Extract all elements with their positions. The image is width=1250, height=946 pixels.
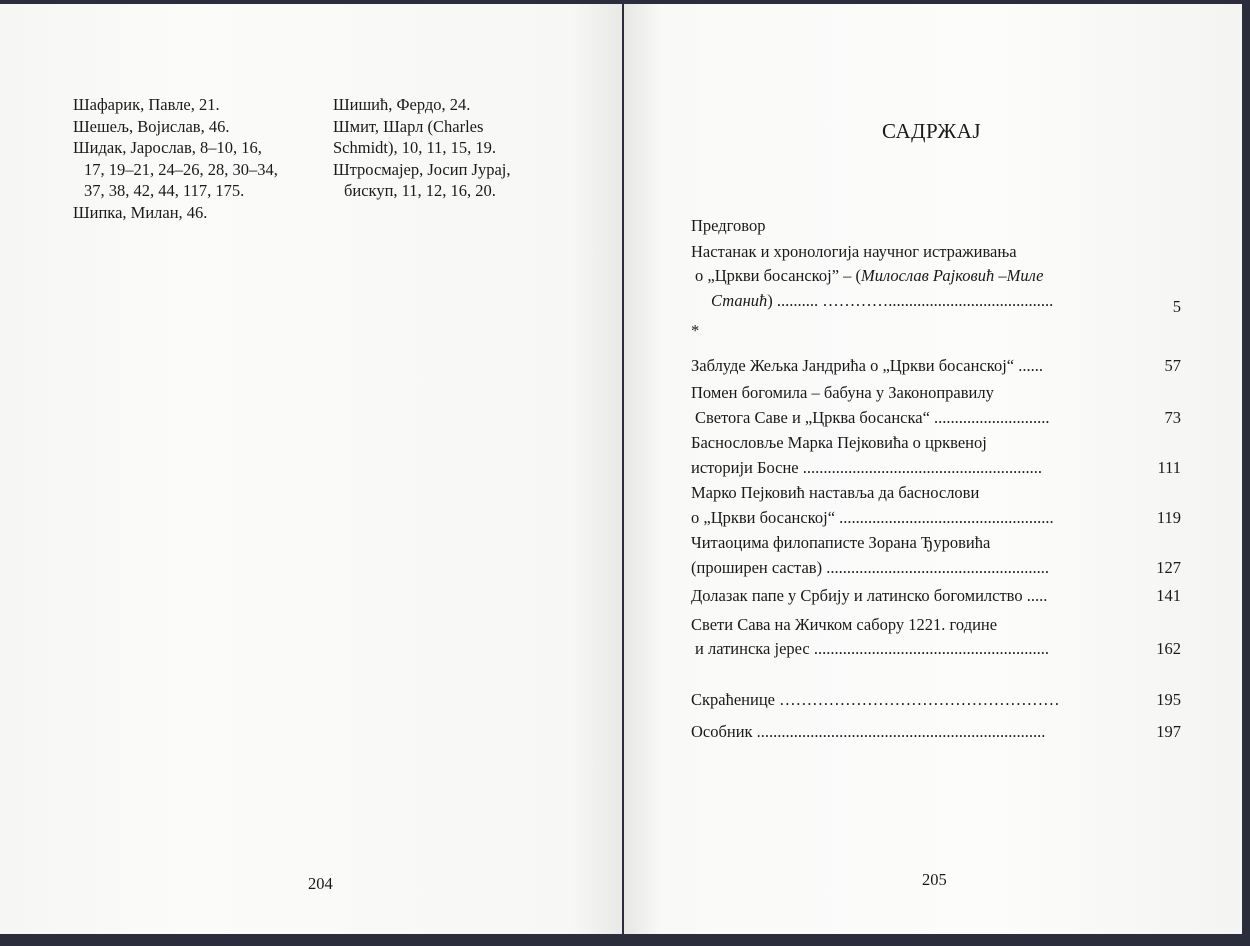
toc-entry-title: Особник ...................................................................... bbox=[691, 722, 1046, 741]
toc-entry bbox=[691, 584, 1181, 609]
toc-page-number: 5 bbox=[1172, 296, 1181, 316]
toc-page-number: 127 bbox=[1156, 557, 1181, 577]
right-page bbox=[624, 4, 1242, 934]
toc-entry-title: Долазак папе у Србију и латинско богомилство ..... bbox=[691, 586, 1048, 605]
index-entry: Шмит, Шарл (Charles bbox=[333, 116, 484, 136]
toc-leader: ) .......... …………........................................ bbox=[767, 290, 1054, 310]
toc-entry-title: Помен богомила – бабуна у Законоправилу bbox=[691, 383, 994, 402]
index-entry-continuation: Schmidt), 10, 11, 15, 19. bbox=[333, 138, 497, 158]
index-entry: Шипка, Милан, 46. bbox=[73, 202, 208, 222]
left-page bbox=[0, 4, 622, 934]
toc-entry-title: Читаоцима филопаписте Зорана Ђуровића bbox=[691, 533, 991, 552]
index-entry-continuation: 17, 19–21, 24–26, 28, 30–34, bbox=[84, 159, 278, 179]
toc-entry bbox=[691, 688, 1181, 713]
index-entry: Штросмајер, Јосип Јурај, bbox=[333, 159, 511, 179]
index-column-1 bbox=[73, 94, 278, 224]
toc-separator bbox=[691, 319, 1181, 344]
index-entry: Шешељ, Војислав, 46. bbox=[73, 116, 230, 136]
index-column-2 bbox=[333, 94, 511, 202]
toc-entry-line bbox=[691, 289, 1181, 314]
toc-author: Станић bbox=[711, 290, 768, 310]
toc-entry-title: Настанак и хронологија научног истраживања bbox=[691, 241, 1017, 261]
contents-title: САДРЖАЈ bbox=[882, 119, 982, 143]
toc-entry-preface bbox=[691, 214, 1181, 239]
toc-page-number: 57 bbox=[1164, 355, 1181, 375]
toc-entry-title: Баснословље Марка Пејковића о црквеној bbox=[691, 433, 987, 452]
index-entry: Шафарик, Павле, 21. bbox=[73, 95, 220, 114]
toc-page-number: 73 bbox=[1164, 407, 1181, 427]
toc-page-number: 162 bbox=[1156, 639, 1181, 658]
toc-entry bbox=[691, 720, 1181, 745]
page-number-right: 205 bbox=[922, 870, 947, 889]
toc-entry-title: Заблуде Жељка Јандрића о „Цркви босанској“ ...... bbox=[691, 355, 1043, 375]
toc-entry bbox=[691, 481, 1181, 530]
toc-entry-line: (проширен састав) ...................................................... bbox=[691, 557, 1049, 577]
index-entry: Шишић, Фердо, 24. bbox=[333, 95, 471, 114]
toc-entry bbox=[691, 381, 1181, 430]
toc-entry-line: и латинска јерес ......................................................... bbox=[695, 639, 1049, 658]
toc-entry-title: Скраћенице …………………………………………… bbox=[691, 689, 1060, 709]
toc-entry-title: Марко Пејковић наставља да баснослови bbox=[691, 483, 980, 502]
toc-entry-line: Светога Саве и „Црква босанска“ ............................ bbox=[695, 407, 1050, 427]
toc-entry-title: Свети Сава на Жичком сабору 1221. године bbox=[691, 614, 998, 634]
toc-author: Милослав Рајковић –Миле bbox=[861, 266, 1044, 285]
toc-entry-title: Предговор bbox=[691, 216, 766, 235]
index-entry-continuation: 37, 38, 42, 44, 117, 175. bbox=[84, 181, 245, 201]
toc-page-number: 197 bbox=[1156, 722, 1181, 741]
page-number-left: 204 bbox=[308, 874, 333, 893]
asterisk-separator: * bbox=[691, 321, 700, 340]
toc-text: о „Цркви босанској” – ( bbox=[695, 266, 862, 285]
toc-entry bbox=[691, 431, 1181, 480]
toc-entry-line bbox=[691, 264, 1181, 289]
toc-page-number: 195 bbox=[1156, 689, 1181, 709]
toc-page-number: 111 bbox=[1157, 457, 1181, 477]
index-entry: Шидак, Јарослав, 8–10, 16, bbox=[73, 138, 262, 158]
toc-entry bbox=[691, 613, 1181, 662]
toc-entry-line: о „Цркви босанској“ .................................................... bbox=[691, 507, 1054, 527]
toc-entry-line: историји Босне .......................................................... bbox=[691, 457, 1043, 477]
toc-entry bbox=[691, 354, 1181, 379]
table-of-contents bbox=[691, 214, 1181, 745]
toc-entry bbox=[691, 531, 1181, 580]
toc-page-number: 141 bbox=[1156, 586, 1181, 605]
toc-page-number: 119 bbox=[1156, 507, 1181, 527]
index-entry-continuation: бискуп, 11, 12, 16, 20. bbox=[344, 181, 496, 201]
toc-entry bbox=[691, 240, 1181, 314]
